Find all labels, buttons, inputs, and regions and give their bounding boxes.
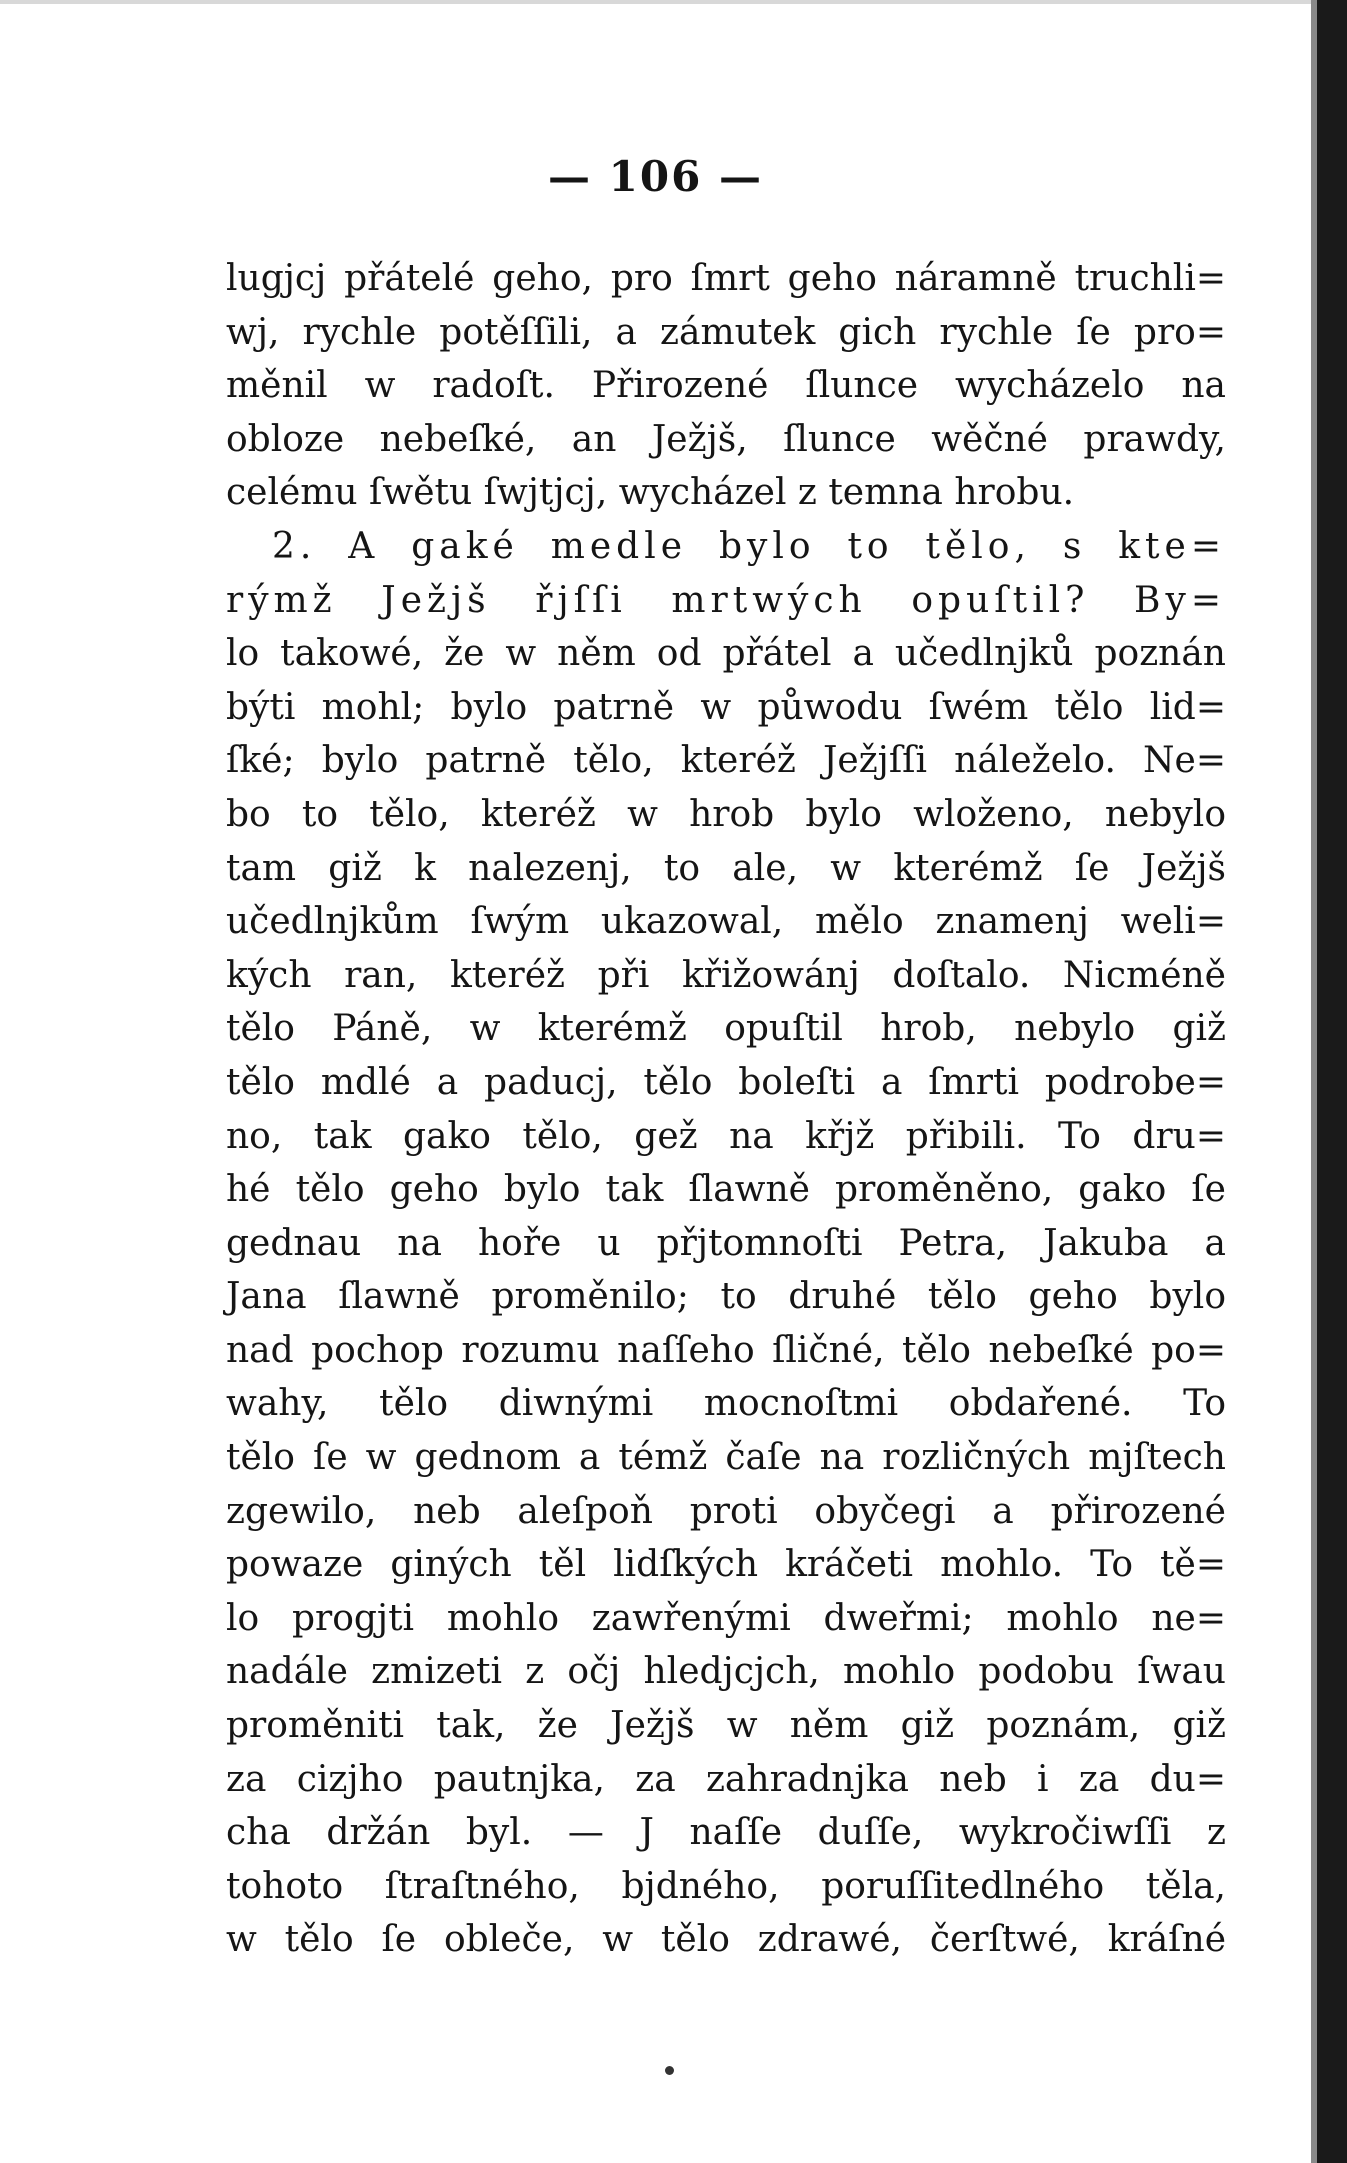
text-line: gednau na hoře u přjtomnoſti Petra, Jakuba a xyxy=(226,1222,1226,1264)
text-line: měnil w radoſt. Přirozené ſlunce wycházelo na xyxy=(226,365,1226,407)
text-line: wj, rychle potěſſili, a zámutek gich rychle ſe pro= xyxy=(226,311,1226,353)
body-text xyxy=(226,252,1226,1967)
text-line: wahy, tělo diwnými mocnoſtmi obdařené. To xyxy=(226,1383,1226,1425)
text-line: lo takowé, že w něm od přátel a učedlnjků poznán xyxy=(226,633,1226,675)
text-line: za cizjho pautnjka, za zahradnjka neb i za du= xyxy=(226,1758,1226,1800)
text-line: bo to tělo, kteréž w hrob bylo wloženo, nebylo xyxy=(226,793,1226,835)
text-line: tam giž k nalezenj, to ale, w kterémž ſe Ježjš xyxy=(226,847,1226,889)
text-line: proměniti tak, že Ježjš w něm giž poznám, giž xyxy=(226,1705,1226,1747)
page-top-edge xyxy=(0,0,1311,4)
text-line: nad pochop rozumu naſſeho ſličné, tělo nebeſké po= xyxy=(226,1329,1226,1371)
text-line: cha držán byl. — J naſſe duſſe, wykročiwſſi z xyxy=(226,1812,1226,1854)
text-line: tohoto ſtraſtného, bjdného, poruſſitedlného těla, xyxy=(226,1865,1226,1907)
text-line: nadále zmizeti z očj hledjcjch, mohlo podobu ſwau xyxy=(226,1651,1226,1693)
text-line: kých ran, kteréž při křižowánj doſtalo. Nicméně xyxy=(226,954,1226,996)
text-line: lugjcj přátelé geho, pro ſmrt geho náramně truchli= xyxy=(226,258,1226,299)
text-line: hé tělo geho bylo tak ſlawně proměněno, gako ſe xyxy=(226,1169,1226,1211)
text-line: powaze giných těl lidſkých kráčeti mohlo. To tě= xyxy=(226,1544,1226,1586)
text-line: celému ſwětu ſwjtjcj, wycházel z temna hrobu. xyxy=(226,472,1075,514)
text-line: Jana ſlawně proměnilo; to druhé tělo geho bylo xyxy=(226,1276,1226,1318)
text-line: no, tak gako tělo, gež na křjž přibili. To dru= xyxy=(226,1115,1226,1157)
text-line: učedlnjkům ſwým ukazowal, mělo znamenj weli= xyxy=(226,901,1226,943)
section-heading-line: 2. A gaké medle bylo to tělo, s kte= xyxy=(272,525,1226,567)
text-line: tělo ſe w gednom a témž čaſe na rozličných mjſtech xyxy=(226,1437,1226,1479)
text-line: zgewilo, neb aleſpoň proti obyčegi a přirozené xyxy=(226,1490,1226,1532)
text-line: býti mohl; bylo patrně w půwodu ſwém tělo lid= xyxy=(226,686,1226,728)
section-heading-line: rýmž Ježjš řjſſi mrtwých opuſtil? By= xyxy=(226,579,1226,621)
page-number: — 106 — xyxy=(548,152,763,201)
page-dark-edge xyxy=(1317,0,1347,2163)
text-line: tělo mdlé a paducj, tělo boleſti a ſmrti podrobe= xyxy=(226,1061,1226,1103)
text-line: w tělo ſe obleče, w tělo zdrawé, čerſtwé, kráſné xyxy=(226,1919,1226,1961)
text-line: tělo Páně, w kterémž opuſtil hrob, nebylo giž xyxy=(226,1008,1226,1050)
text-line: obloze nebeſké, an Ježjš, ſlunce wěčné prawdy, xyxy=(226,418,1226,460)
text-line: ſké; bylo patrně tělo, kteréž Ježjſſi náleželo. Ne= xyxy=(226,740,1226,782)
text-line: lo progjti mohlo zawřenými dweřmi; mohlo ne= xyxy=(226,1597,1226,1639)
ink-speck xyxy=(665,2066,674,2075)
